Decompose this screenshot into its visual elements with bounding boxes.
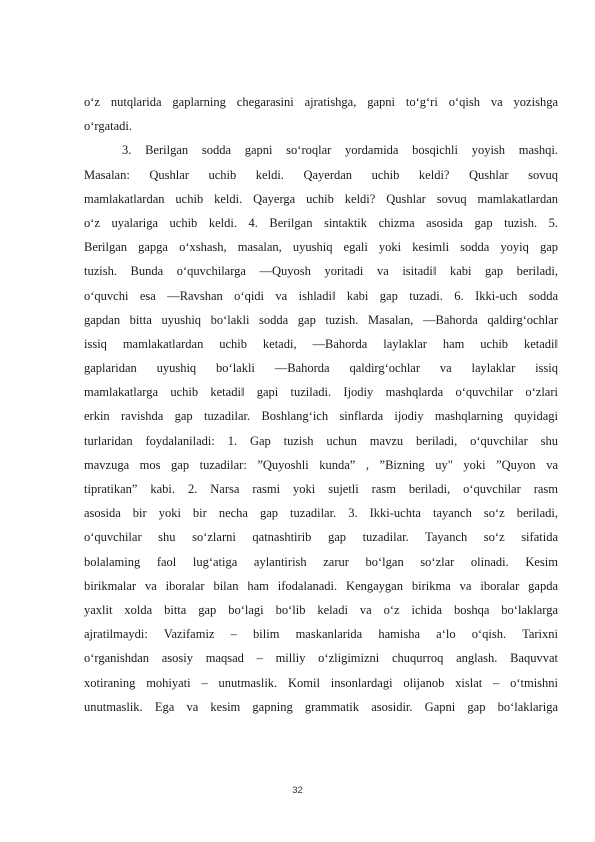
text-line: asosida bir yoki bir necha gap tuzadilar. 3. Ikki-uchta tayanch so‘z beriladi,: [84, 506, 558, 521]
text-line: o‘z uyalariga uchib keldi. 4. Berilgan sintaktik chizma asosida gap tuzish. 5.: [84, 215, 558, 230]
text-line: unutmaslik. Ega va kesim gapning grammatik asosidir. Gapni gap bo‘laklariga: [84, 699, 558, 714]
text-line: xotiraning mohiyati – unutmaslik. Komil insonlardagi olijanob xislat – o‘tmishni: [84, 675, 558, 690]
text-line: gapdan bitta uyushiq bo‘lakli sodda gap tuzish. Masalan, ―Bahorda qaldirg‘ochlar: [84, 312, 558, 327]
text-line: turlaridan foydalaniladi: 1. Gap tuzish uchun mavzu beriladi, o‘quvchilar shu: [84, 433, 558, 448]
document-body: [84, 90, 558, 719]
text-line: mavzuga mos gap tuzadilar: ”Quyoshli kunda” , ”Bizning uy" yoki ”Quyon va: [84, 457, 558, 472]
text-line: o‘quvchilar shu so‘zlarni qatnashtirib gap tuzadilar. Tayanch so‘z sifatida: [84, 530, 558, 545]
text-line: bolalaming faol lug‘atiga aylantirish zarur bo‘lgan so‘zlar olinadi. Kesim: [84, 554, 558, 569]
text-line: yaxlit xolda bitta gap bo‘lagi bo‘lib keladi va o‘z ichida boshqa bo‘laklarga: [84, 602, 558, 617]
text-line: o‘z nutqlarida gaplarning chegarasini ajratishga, gapni to‘g‘ri o‘qish va yozishga: [84, 95, 558, 109]
text-line: Berilgan gapga o‘xshash, masalan, uyushiq egali yoki kesimli sodda yoyiq gap: [84, 240, 558, 255]
page-number: 32: [292, 785, 303, 796]
text-line: issiq mamlakatlardan uchib ketadi, ―Bahorda laylaklar ham uchib ketadi‖: [84, 336, 558, 351]
text-line: o‘rganishdan asosiy maqsad – milliy o‘zligimizni chuqurroq anglash. Baquvvat: [84, 651, 558, 666]
text-line: o‘rgatadi.: [84, 119, 133, 134]
text-line: tuzish. Bunda o‘quvchilarga ―Quyosh yoritadi va isitadi‖ kabi gap beriladi,: [84, 264, 558, 279]
text-line: Masalan: Qushlar uchib keldi. Qayerdan uchib keldi? Qushlar sovuq: [84, 167, 558, 182]
text-line: gaplaridan uyushiq bo‘lakli ―Bahorda qaldirg‘ochlar va laylaklar issiq: [84, 361, 558, 376]
text-line: 3. Berilgan sodda gapni so‘roqlar yordamida bosqichli yoyish mashqi.: [122, 143, 558, 158]
text-line: mamlakatlardan uchib keldi. Qayerga uchib keldi? Qushlar sovuq mamlakatlardan: [84, 191, 558, 206]
text-line: erkin ravishda gap tuzadilar. Boshlang‘ich sinflarda ijodiy mashqlarning quyidagi: [84, 409, 558, 424]
text-line: mamlakatlarga uchib ketadi‖ gapi tuziladi. Ijodiy mashqlarda o‘quvchilar o‘zlari: [84, 385, 558, 400]
text-line: tipratikan” kabi. 2. Narsa rasmi yoki sujetli rasm beriladi, o‘quvchilar rasm: [84, 482, 558, 496]
text-line: ajratilmaydi: Vazifamiz – bilim maskanlarida hamisha a‘lo o‘qish. Tarixni: [84, 627, 558, 642]
text-line: birikmalar va iboralar bilan ham ifodalanadi. Kengaygan birikma va iboralar gapda: [84, 578, 558, 593]
text-line: o‘quvchi esa ―Ravshan o‘qidi va ishladi‖ kabi gap tuzadi. 6. Ikki-uch sodda: [84, 288, 558, 303]
